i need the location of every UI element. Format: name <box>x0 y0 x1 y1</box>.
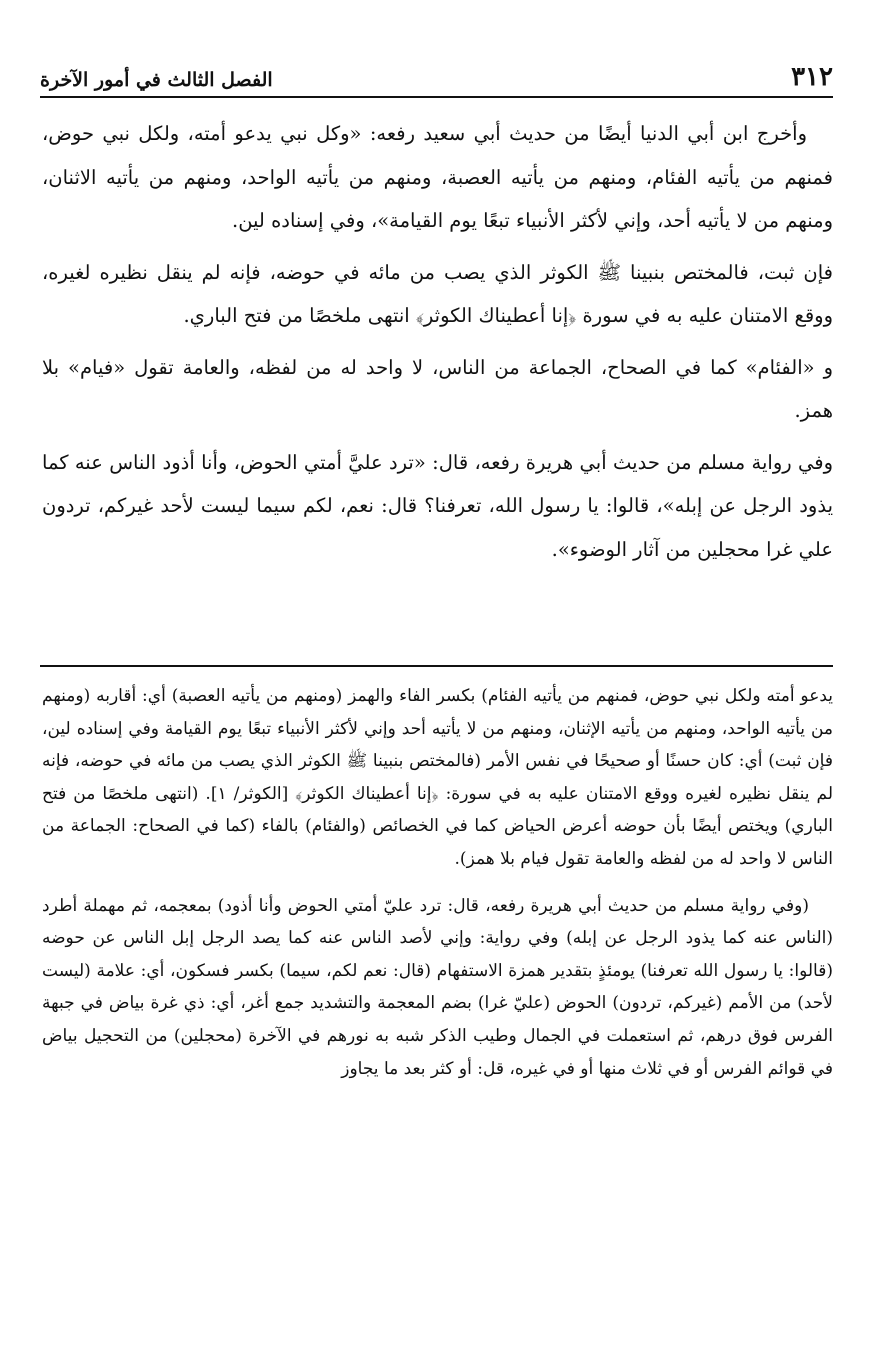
commentary-paragraph: (وفي رواية مسلم من حديث أبي هريرة رفعه، قال: ترد عليّ أمتي الحوض وأنا أذود) بمعجمه، ثم مهملة أطرد (الناس عنه كما يذود الرجل عن إبله) وفي رواية: وإني لأصد الناس عنه كما يصد الرجل إبل الناس عن حوضه (قالوا: يا رسول الله تعرفنا) يومئذٍ بتقدير همزة الاستفهام (قال: نعم لكم، سيما) بكسر فسكون، أي: علامة (ليست لأحد) من الأمم (غيركم، تردون) الحوض (عليّ غرا) بضم المعجمة والتشديد جمع أغر، أي: ذي غرة بياض في جبهة الفرس فوق درهم، ثم استعملت في الجمال وطيب الذكر شبه به نورهم في الآخرة (محجلين) من التحجيل بياض في قوائم الفرس أو في ثلاث منها أو في غيره، قل: أو كثر بعد ما يجاوز <box>42 895 833 1079</box>
page-number: ٣١٢ <box>791 62 833 92</box>
chapter-title: الفصل الثالث في أمور الآخرة <box>40 69 273 91</box>
main-paragraph: فإن ثبت، فالمختص بنبينا ﷺ الكوثر الذي يصب من مائه في حوضه، فإنه لم ينقل نظيره لغيره، ووقع الامتنان عليه به في سورة ﴿إنا أعطيناك الكوثر﴾ انتهى ملخصًا من فتح الباري. <box>42 260 833 327</box>
main-paragraph: وأخرج ابن أبي الدنيا أيضًا من حديث أبي سعيد رفعه: «وكل نبي يدعو أمته، ولكل نبي حوض، فمنهم من يأتيه الفئام، ومنهم من يأتيه العصبة، ومنهم من يأتيه الواحد، ومنهم من يأتيه الاثنان، ومنهم من لا يأتيه أحد، وإني لأكثر الأنبياء تبعًا يوم القيامة»، وفي إسناده لين. <box>42 122 833 232</box>
main-text <box>42 112 833 579</box>
page-header <box>40 52 833 98</box>
main-paragraph: وفي رواية مسلم من حديث أبي هريرة رفعه، قال: «ترد عليَّ أمتي الحوض، وأنا أذود الناس عنه كما يذود الرجل عن إبله»، قالوا: يا رسول الله، تعرفنا؟ قال: نعم، لكم سيما ليست لأحد غيركم، تردون علي غرا محجلين من آثار الوضوء». <box>42 450 833 561</box>
main-paragraph: و «الفئام» كما في الصحاح، الجماعة من الناس، لا واحد له من لفظه، والعامة تقول «فيام» بلا همز. <box>42 355 833 422</box>
commentary-text <box>42 680 833 1099</box>
separator-line <box>40 665 833 667</box>
commentary-paragraph: يدعو أمته ولكل نبي حوض، فمنهم من يأتيه الفئام) بكسر الفاء والهمز (ومنهم من يأتيه العصبة) أي: أقاربه (ومنهم من يأتيه الواحد، ومنهم من يأتيه الإثنان، ومنهم من لا يأتيه أحد وإني لأكثر الأنبياء تبعًا يوم القيامة وفي إسناده لين، فإن ثبت) أي: كان حسنًا أو صحيحًا في نفس الأمر (فالمختص بنبينا ﷺ الكوثر الذي يصب من مائه في حوضه، فإنه لم ينقل نظيره لغيره ووقع الامتنان عليه به في سورة: ﴿إنا أعطيناك الكوثر﴾ [الكوثر/ ١]. (انتهى ملخصًا من فتح الباري) ويختص أيضًا بأن حوضه أعرض الحياض كما في الخصائص (والفئام) بالفاء (كما في الصحاح: الجماعة من الناس لا واحد له من لفظه والعامة تقول فيام بلا همز). <box>42 686 834 869</box>
